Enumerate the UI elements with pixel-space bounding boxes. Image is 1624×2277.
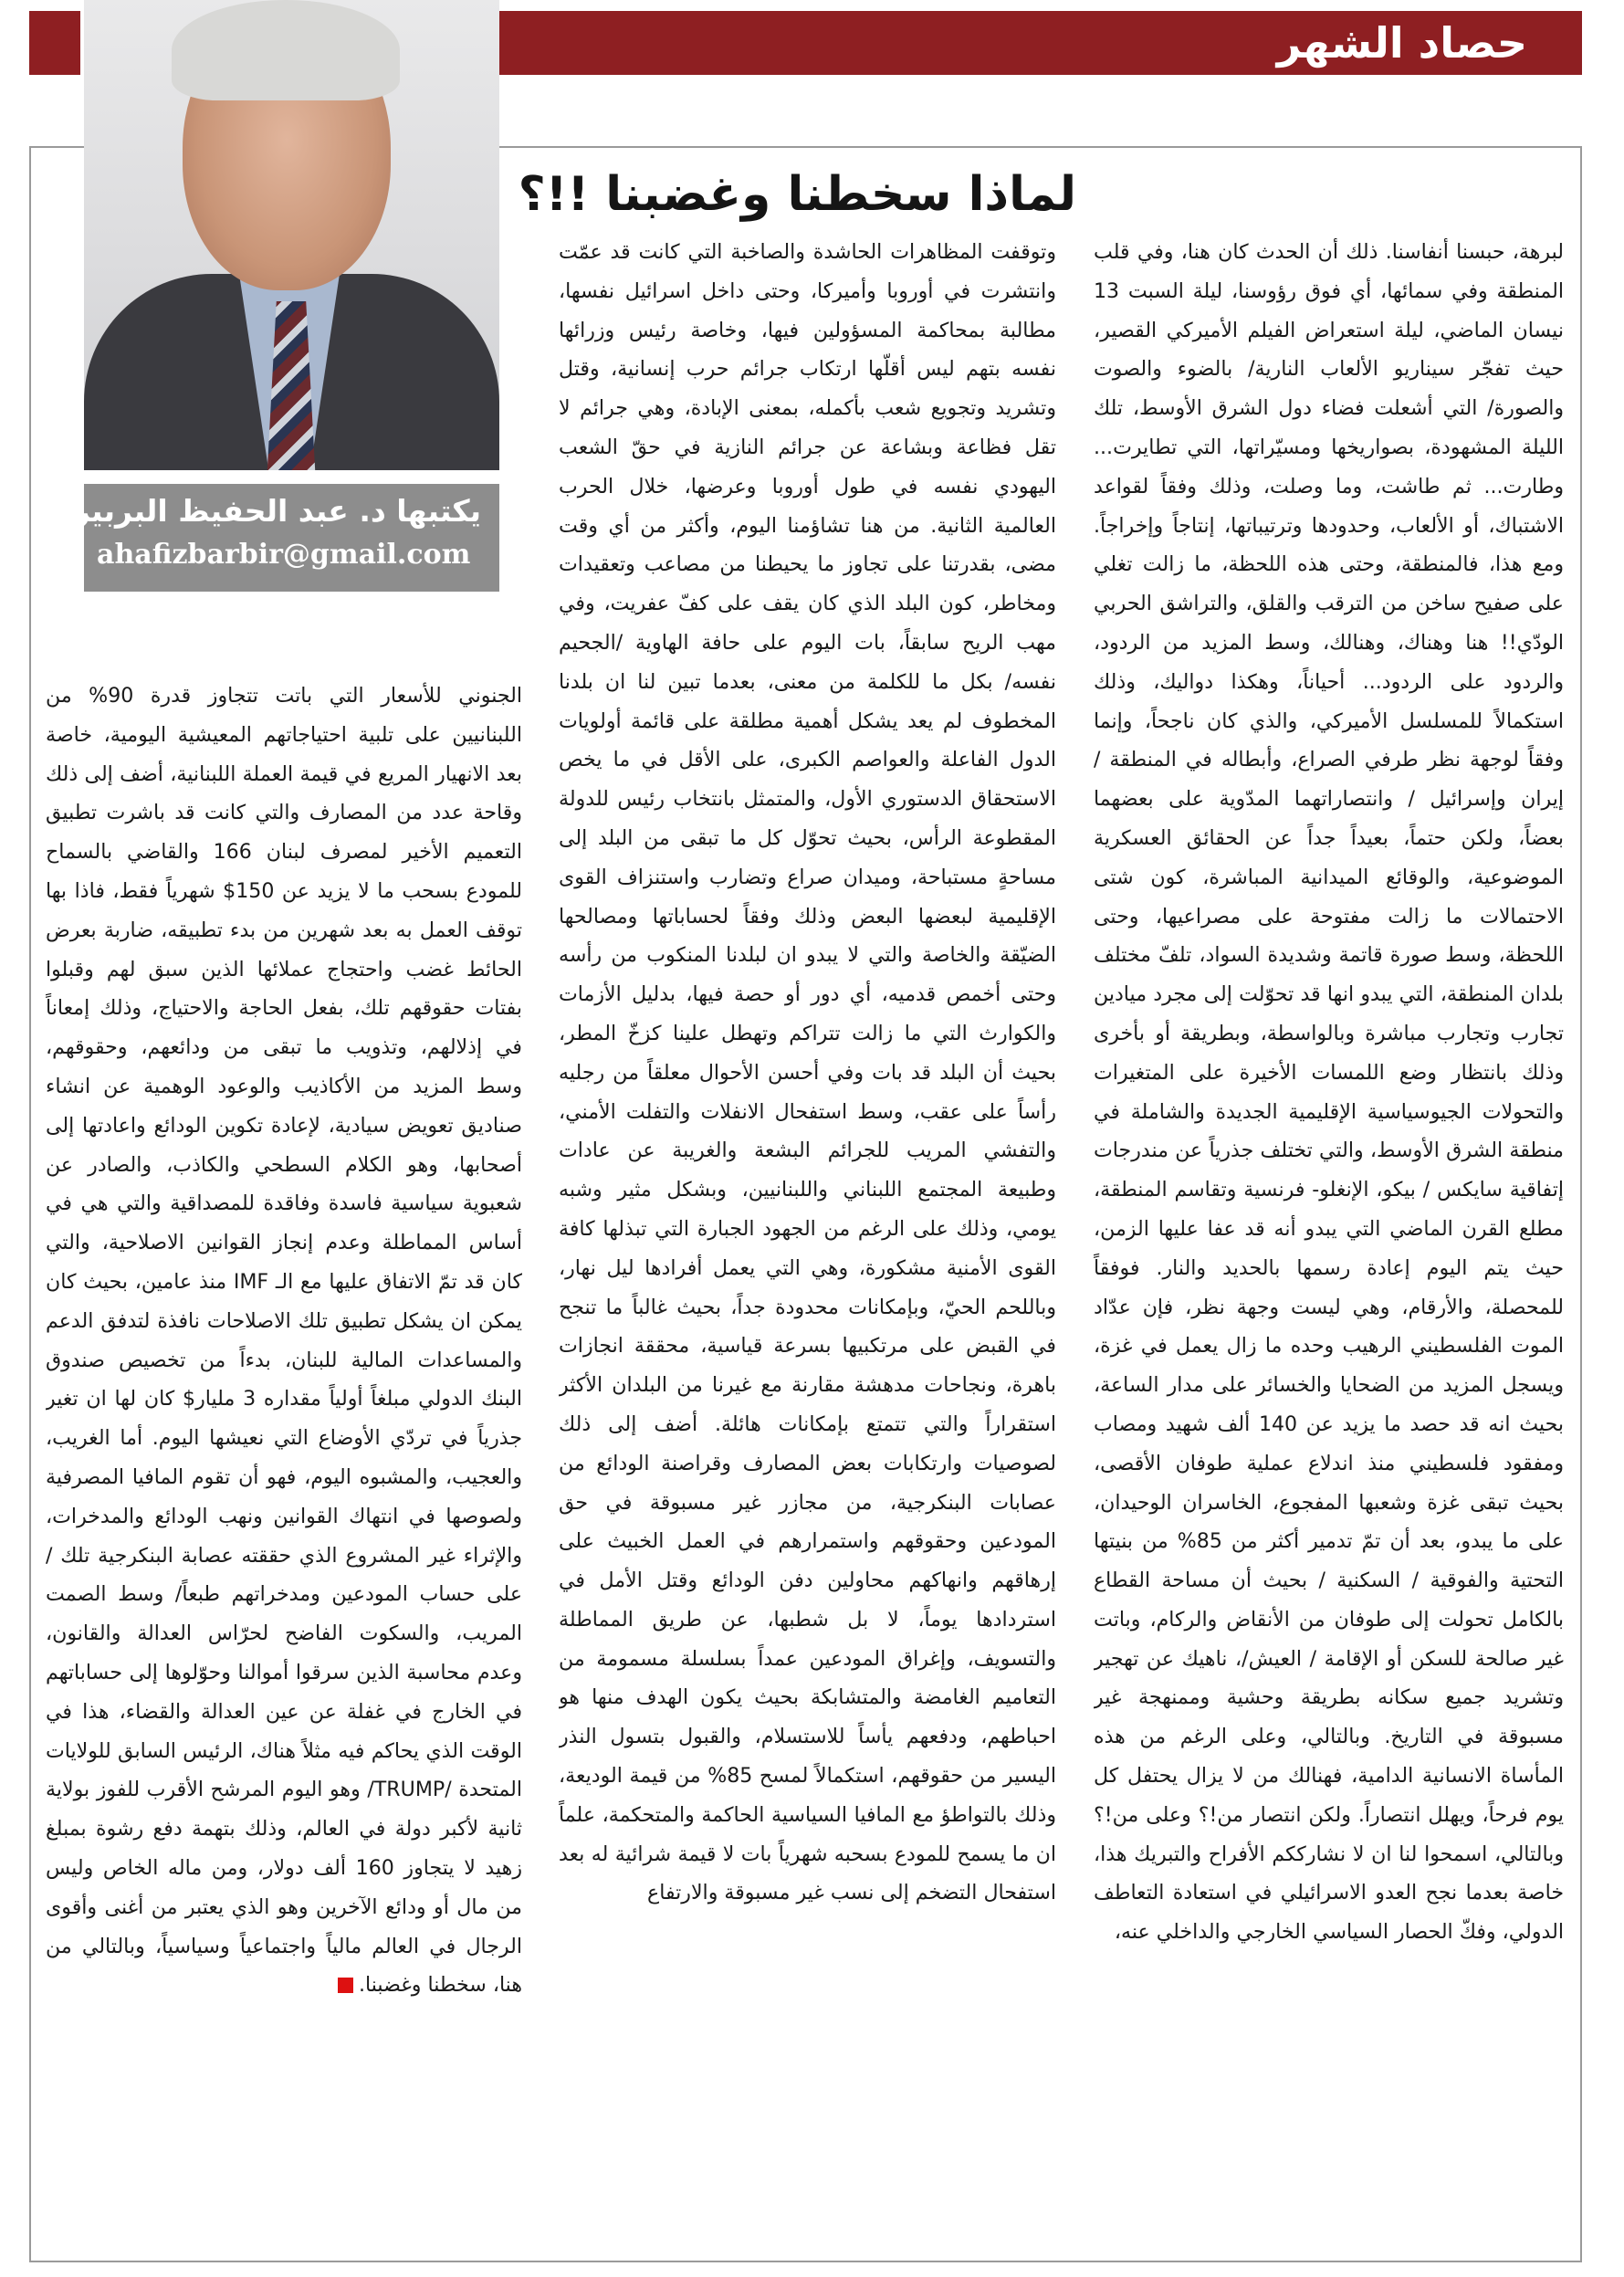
column-right-text: لبرهة، حبسنا أنفاسنا. ذلك أن الحدث كان هنا، وفي قلب المنطقة وفي سمائها، أي فوق رؤوسنا، ليلة السبت 13 نيسان الماضي، ليلة استعراض الفيلم الأميركي القصير، حيث تفجّر سيناريو الألعاب النارية/ بالضوء والصوت والصورة/ التي أشعلت فضاء دول الشرق الأوسط، تلك الليلة المشهودة، بصواريخها ومسيّراتها، التي تطايرت... وطارت... ثم طاشت، وما وصلت، وذلك وفقاً لقواعد الاشتباك، أو الألعاب، وحدودها وترتيباتها، إنتاجاً وإخراجاً. ومع هذا، فالمنطقة، وحتى هذه اللحظة، ما زالت تغلي على صفيح ساخن من الترقب والقلق، والتراشق الحربي الودّي!! هنا وهناك، وهنالك، وسط المزيد من الردود، والردود على الردود... أحياناً، وهكذا دواليك، وذلك استكمالاً للمسلسل الأميركي، والذي كان ناجحاً، وإنما وفقاً لوجهة نظر طرفي الصراع، وأبطاله في المنطقة / إيران وإسرائيل / وانتصاراتهما المدّوية على بعضهما بعضاً، ولكن حتماً، بعيداً جداً عن الحقائق العسكرية الموضوعية، والوقائع الميدانية المباشرة، كون شتى الاحتمالات ما زالت مفتوحة على مصراعيها، وحتى اللحظة، وسط صورة قاتمة وشديدة السواد، تلفّ مختلف بلدان المنطقة، التي يبدو انها قد تحوّلت إلى مجرد ميادين تجارب وتجارب مباشرة وبالواسطة، وبطريقة أو بأخرى وذلك بانتظار وضع اللمسات الأخيرة على المتغيرات والتحولات الجيوسياسية الإقليمية الجديدة والشاملة في منطقة الشرق الأوسط، والتي تختلف جذرياً عن مندرجات إتفاقية سايكس / بيكو، الإنغلو- فرنسية وتقاسم المنطقة، مطلع القرن الماضي التي يبدو أنه قد عفا عليها الزمن، حيث يتم اليوم إعادة رسمها بالحديد والنار. فوفقاً للمحصلة، والأرقام، وهي ليست وجهة نظر، فإن عدّاد الموت الفلسطيني الرهيب وحده ما زال يعمل في غزة، ويسجل المزيد من الضحايا والخسائر على مدار الساعة، بحيث انه قد حصد ما يزيد عن 140 ألف شهيد ومصاب ومفقود فلسطيني منذ اندلاع عملية طوفان الأقصى، بحيث تبقى غزة وشعبها المفجوع، الخاسران الوحيدان، على ما يبدو، بعد أن تمّ تدمير أكثر من 85% من بنيتها التحتية والفوقية / السكنية / بحيث أن مساحة القطاع بالكامل تحولت إلى طوفان من الأنقاض والركام، وباتت غير صالحة للسكن أو الإقامة / العيش/، ناهيك عن تهجير وتشريد جميع سكانه بطريقة وحشية وممنهجة غير مسبوقة في التاريخ. وبالتالي، وعلى الرغم من هذه المأساة الانسانية الدامية، فهنالك من لا يزال يحتفل كل يوم فرحاً، ويهلل انتصاراً. ولكن انتصار من!؟ وعلى من!؟ وبالتالي، اسمحوا لنا ان لا نشارككم الأفراح والتبريك هذا، خاصة بعدما نجح العدو الاسرائيلي في استعادة التعاطف الدولي، وفكّ الحصار السياسي الخارجي والداخلي عنه،	[1094, 240, 1564, 1945]
column-left-paragraph	[46, 677, 522, 2005]
byline-box	[72, 484, 499, 592]
article-column-left	[46, 677, 522, 2254]
column-left-text: الجنوني للأسعار التي باتت تتجاوز قدرة 90% من اللبنانيين على تلبية احتياجاتهم المعيشية اليومية، خاصة بعد الانهيار المريع في قيمة العملة اللبنانية، أضف إلى ذلك وقاحة عدد من المصارف والتي كانت قد باشرت تطبيق التعميم الأخير لمصرف لبنان 166 والقاضي بالسماح للمودع بسحب ما لا يزيد عن 150$ شهرياً فقط، فاذا بها توقف العمل به بعد شهرين من بدء تطبيقه، ضاربة بعرض الحائط غضب واحتجاج عملائها الذين سبق لهم وقبلوا بفتات حقوقهم تلك، بفعل الحاجة والاحتياج، وذلك إمعاناً في إذلالهم، وتذويب ما تبقى من ودائعهم، وحقوقهم، وسط المزيد من الأكاذيب والوعود الوهمية عن انشاء صناديق تعويض سيادية، لإعادة تكوين الودائع واعادتها إلى أصحابها، وهو الكلام السطحي والكاذب، والصادر عن شعبوية سياسية فاسدة وفاقدة للمصداقية والتي هي في أساس المماطلة وعدم إنجاز القوانين الاصلاحية، والتي كان قد تمّ الاتفاق عليها مع الـ IMF منذ عامين، بحيث كان يمكن ان يشكل تطبيق تلك الاصلاحات نافذة لتدفق الدعم والمساعدات المالية للبنان، بدءاً من تخصيص صندوق البنك الدولي مبلغاً أولياً مقداره 3 مليار$ كان لها ان تغير جذرياً في تردّي الأوضاع التي نعيشها اليوم. أما الغريب، والعجيب، والمشبوه اليوم، فهو أن تقوم المافيا المصرفية ولصوصها في انتهاك القوانين ونهب الودائع والمدخرات، والإثراء غير المشروع الذي حققته عصابة البنكرجية تلك / على حساب المودعين ومدخراتهم طبعاً/ وسط الصمت المريب، والسكوت الفاضح لحرّاس العدالة والقانون، وعدم محاسبة الذين سرقوا أموالنا وحوّلوها إلى حساباتهم في الخارج في غفلة عن عين العدالة والقضاء، هذا في الوقت الذي يحاكم فيه مثلاً هناك، الرئيس السابق للولايات المتحدة /TRUMP/ وهو اليوم المرشح الأقرب للفوز بولاية ثانية لأكبر دولة في العالم، وذلك بتهمة دفع رشوة بمبلغ زهيد لا يتجاوز 160 ألف دولار، ومن ماله الخاص وليس من مال أو ودائع الآخرين وهو الذي يعتبر من أغنى وأقوى الرجال في العالم مالياً واجتماعياً وسياسياً، وبالتالي من هنا، سخطنا وغضبنا.	[46, 684, 522, 1998]
author-email: ahafizbarbir@gmail.com	[97, 539, 471, 571]
section-label: حصاد الشهر	[1276, 18, 1527, 68]
column-middle-text: وتوقفت المظاهرات الحاشدة والصاخبة التي كانت قد عمّت وانتشرت في أوروبا وأميركا، وحتى داخل اسرائيل نفسها، مطالبة بمحاكمة المسؤولين فيها، وخاصة رئيس وزرائها نفسه بتهم ليس أقلّها ارتكاب جرائم حرب إنسانية، وقتل وتشريد وتجويع شعب بأكمله، بمعنى الإبادة، وهي جرائم لا تقل فظاعة وبشاعة عن جرائم النازية في حقّ الشعب اليهودي نفسه في طول أوروبا وعرضها، خلال الحرب العالمية الثانية. من هنا تشاؤمنا اليوم، وأكثر من أي وقت مضى، بقدرتنا على تجاوز ما يحيطنا من مصاعب وتعقيدات ومخاطر، كون البلد الذي كان يقف على كفّ عفريت، وفي مهب الريح سابقاً، بات اليوم على حافة الهاوية /الجحيم نفسه/ بكل ما للكلمة من معنى، بعدما تبين لنا ان بلدنا المخطوف لم يعد يشكل أهمية مطلقة على قائمة أولويات الدول الفاعلة والعواصم الكبرى، على الأقل في ما يخص الاستحقاق الدستوري الأول، والمتمثل بانتخاب رئيس للدولة المقطوعة الرأس، بحيث تحوّل كل ما تبقى من البلد إلى مساحةٍ مستباحة، وميدان صراع وتضارب واستنزاف القوى الإقليمية لبعضها البعض وذلك وفقاً لحساباتها ومصالحها الضيّقة والخاصة والتي لا يبدو ان لبلدنا المنكوب من رأسه وحتى أخمص قدميه، أي دور أو حصة فيها، بدليل الأزمات والكوارث التي ما زالت تتراكم وتهطل علينا كزخّ المطر، بحيث أن البلد قد بات وفي أحسن الأحوال معلقاً من رجليه رأساً على عقب، وسط استفحال الانفلات والتفلت الأمني، والتفشي المريب للجرائم البشعة والغريبة عن عادات وطبيعة المجتمع اللبناني واللبنانيين، وبشكل مثير وشبه يومي، وذلك على الرغم من الجهود الجبارة التي تبذلها كافة القوى الأمنية مشكورة، وهي التي يعمل أفرادها ليل نهار، وباللحم الحيّ، وبإمكانات محدودة جداً، بحيث غالباً ما تنجح في القبض على مرتكبيها بسرعة قياسية، محققة انجازات باهرة، ونجاحات مدهشة مقارنة مع غيرنا من البلدان الأكثر استقراراً والتي تتمتع بإمكانات هائلة. أضف إلى ذلك لصوصيات وارتكابات بعض المصارف وقراصنة الودائع من عصابات البنكرجية، من مجازر غير مسبوقة في حق المودعين وحقوقهم واستمرارهم في العمل الخبيث على إرهاقهم وانهاكهم محاولين دفن الودائع وقتل الأمل في استردادها يوماً، لا بل شطبها، عن طريق المماطلة والتسويف، وإغراق المودعين عمداً بسلسلة مسمومة من التعاميم الغامضة والمتشابكة بحيث يكون الهدف منها هو احباطهم، ودفعهم يأساً للاستسلام، والقبول بتسول النذر اليسير من حقوقهم، استكمالاً لمسح 85% من قيمة الوديعة، وذلك بالتواطؤ مع المافيا السياسية الحاكمة والمتحكمة، علماً ان ما يسمح للمودع بسحبه شهرياً بات لا قيمة شرائية له بعد استفحال التضخم إلى نسب غير مسبوقة والارتفاع	[559, 240, 1056, 1905]
header-accent-bar	[29, 11, 80, 75]
end-of-article-mark	[338, 1978, 353, 1993]
article-title: لماذا سخطنا وغضبنا !!؟	[518, 167, 1076, 222]
author-photo-hair	[172, 0, 400, 100]
author-photo	[84, 0, 499, 470]
article-column-right	[1094, 233, 1564, 2255]
author-byline: يكتبها د. عبد الحفيظ البربير	[72, 493, 481, 529]
article-column-middle	[559, 233, 1056, 2255]
section-header-bar	[498, 11, 1582, 75]
